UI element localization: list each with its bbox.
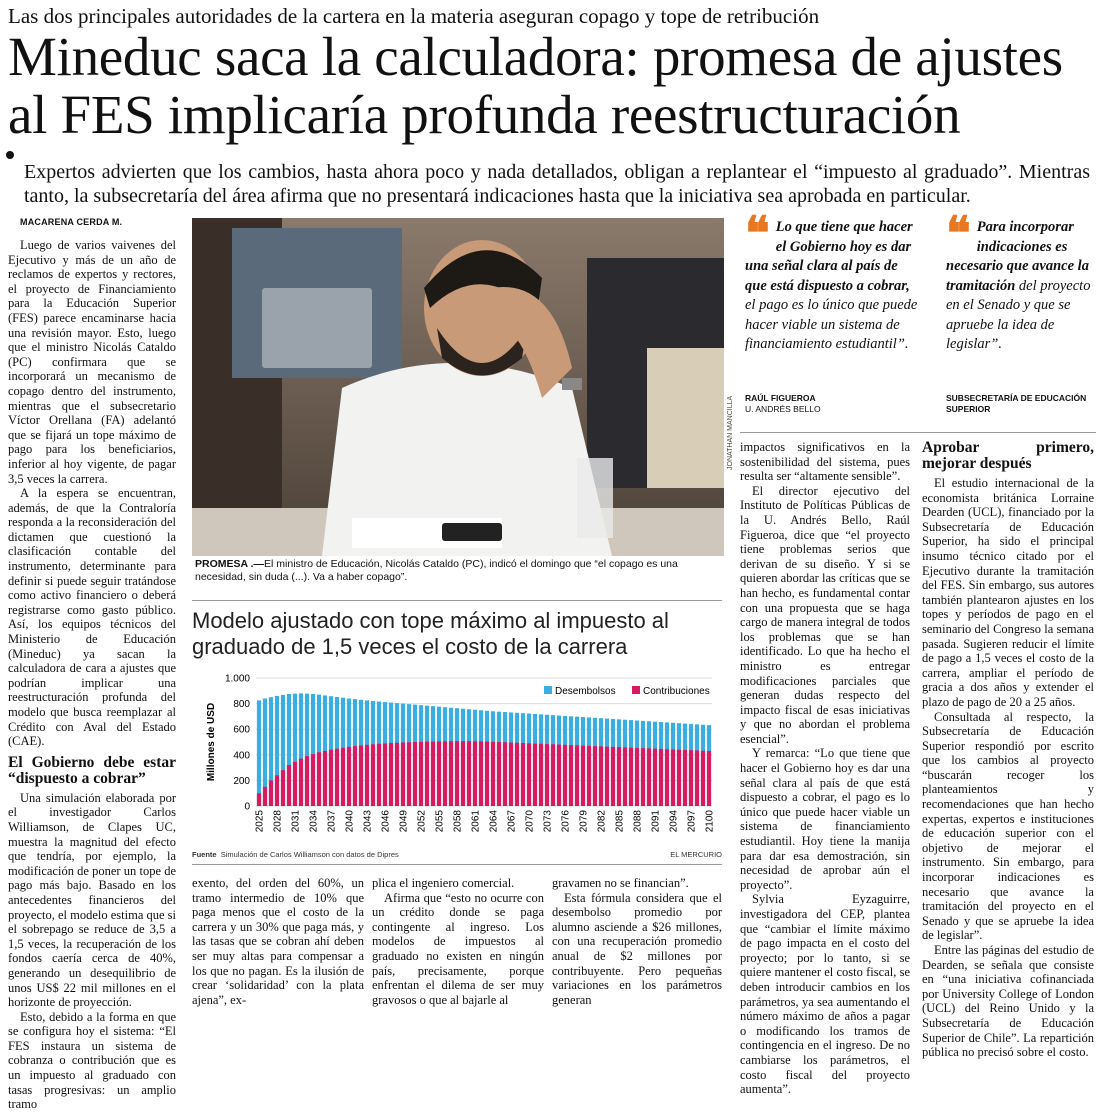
- paragraph: plica el ingeniero comercial.: [372, 876, 515, 890]
- bar-contribuciones: [545, 744, 549, 806]
- bar-contribuciones: [503, 742, 507, 806]
- bar-contribuciones: [653, 749, 657, 806]
- chart-top-rule: [192, 600, 722, 601]
- x-tick-label: 2061: [470, 810, 482, 833]
- bar-contribuciones: [593, 746, 597, 806]
- paragraph: Sylvia Eyzaguirre, investigadora del CEP, plantea que “cambiar el límite máximo de pago impacta en el costo del proyecto; por lo tanto, si se quiere mantener el costo fiscal, se deben introducir cambios en los parámetros, ya sea aumentando el número máximo de años a pagar o modificando los tramos de contingencia en el ingreso. De no cambiarse los parámetros, el costo fiscal del proyecto aumenta”.: [740, 892, 910, 1097]
- bar-contribuciones: [293, 762, 297, 806]
- paragraph: El director ejecutivo del Instituto de Políticas Públicas de la U. Andrés Bello, Raúl Figueroa, dice que “el proyecto tiene problemas serios que derivan de su diseño. Y si se quieren abordar las críticas que se han hecho, es fundamental contar con una propuesta que se haga cargo de manera integral de todos los problemas que se han identificado. Lo que ha hecho el ministro es entregar modificaciones parciales que generan dudas respecto del impacto fiscal de esas iniciativas y que no abordan el problema esencial”.: [740, 483, 910, 746]
- bar-contribuciones: [287, 765, 291, 806]
- bar-contribuciones: [383, 743, 387, 806]
- bar-contribuciones: [677, 750, 681, 806]
- x-tick-label: 2028: [272, 810, 284, 833]
- x-tick-label: 2052: [416, 810, 428, 833]
- bar-contribuciones: [473, 741, 477, 806]
- bar-contribuciones: [479, 741, 483, 806]
- paragraph: Luego de varios vaivenes del Ejecutivo y más de un año de reclamos de expertos y rectores, el proyecto de Financiamiento para la Educación Superior (FES) parece encaminarse hacia una revisión mayor. Esto, luego que el ministro Nicolás Cataldo (PC) confirmara que se incorporará un mecanismo de copago dentro del instrumento, mientras que el subsecretario Víctor Orellana (FA) adelantó que se fijará un tope máximo de pago para los beneficiarios, inferior al hoy vigente, de pagar 3,5 veces la carrera.: [8, 238, 176, 486]
- chart-source: [192, 850, 722, 859]
- article-kicker: Las dos principales autoridades de la cartera en la materia aseguran copago y tope de retribución: [8, 4, 820, 28]
- bar-contribuciones: [641, 748, 645, 806]
- bar-contribuciones: [401, 743, 405, 806]
- headline-line-2: al FES implicaría profunda reestructuración: [8, 84, 961, 145]
- legend-swatch: [544, 686, 552, 694]
- paragraph: impactos significativos en la sostenibilidad del sistema, pues resulta ser “altamente sensible”.: [740, 440, 910, 484]
- paragraph: Una simulación elaborada por el investigador Carlos Williamson, de Clapes UC, muestra la magnitud del efecto que tendría, por ejemplo, la modificación de poner un tope de pago más bajo. Basado en los antecedentes financieros del proyecto, el modelo estima que si el sobrepago se reduce de 3,5 a 1,5 veces, la recuperación de los fondos caería cerca de 40%, generando un desequilibrio de unos US$ 22 mil millones en el horizonte de proyección.: [8, 790, 177, 1010]
- chart-bottom-rule: [192, 864, 722, 865]
- caption-text: El ministro de Educación, Nicolás Cataldo (PC), indicó el domingo que “el copago es una necesidad, sin duda (...). Va a haber copago”.: [195, 558, 678, 583]
- pull-quote-subsecretaria: [946, 208, 1096, 386]
- bar-contribuciones: [491, 742, 495, 806]
- bar-contribuciones: [623, 747, 627, 806]
- x-tick-label: 2031: [290, 810, 302, 833]
- bar-contribuciones: [317, 752, 321, 806]
- bar-contribuciones: [311, 754, 315, 806]
- y-tick-label: 800: [233, 699, 250, 711]
- body-column-4: [372, 876, 544, 1007]
- bar-contribuciones: [365, 745, 369, 806]
- x-tick-label: 2064: [488, 810, 500, 833]
- bar-contribuciones: [551, 744, 555, 806]
- legend-swatch: [632, 686, 640, 694]
- bar-contribuciones: [707, 751, 711, 806]
- bar-contribuciones: [683, 750, 687, 806]
- bar-contribuciones: [581, 746, 585, 806]
- bar-contribuciones: [659, 749, 663, 806]
- x-tick-label: 2034: [308, 810, 320, 833]
- bar-contribuciones: [371, 744, 375, 806]
- pull-quote-figueroa: [745, 208, 923, 386]
- chart-publisher: EL MERCURIO: [670, 850, 722, 859]
- quote-rest: del proyecto en el Senado y que se apruebe la idea de legislar”.: [946, 277, 1091, 352]
- paragraph: Entre las páginas del estudio de Dearden, se señala que consiste en “una iniciativa cofinanciada por University College of London (UCL) del Reino Unido y la Subsecretaría de Educación Superior de Chile”. La repartición pública no precisó sobre el costo.: [922, 943, 1094, 1060]
- body-column-5: [552, 876, 722, 1007]
- bar-contribuciones: [419, 742, 423, 806]
- bar-contribuciones: [389, 743, 393, 806]
- quotes-bottom-rule: [740, 432, 1096, 433]
- bar-contribuciones: [443, 741, 447, 806]
- quote-bold: Lo que tiene que hacer el Gobierno hoy es dar una señal clara al país de que está dispuesto a cobrar,: [745, 219, 913, 294]
- x-tick-label: 2088: [632, 810, 644, 833]
- bar-contribuciones: [527, 743, 531, 806]
- body-column-6: [740, 440, 910, 1097]
- bar-contribuciones: [689, 750, 693, 806]
- bar-contribuciones: [563, 745, 567, 806]
- quote-rest: el pago es lo único que puede hacer viable un sistema de financiamiento estudiantil”.: [745, 297, 918, 352]
- bar-contribuciones: [461, 741, 465, 806]
- bar-contribuciones: [701, 751, 705, 806]
- body-column-7: [922, 439, 1094, 1060]
- article-byline: MACARENA CERDA M.: [20, 217, 123, 227]
- bar-contribuciones: [329, 750, 333, 806]
- bar-contribuciones: [281, 770, 285, 806]
- headline-line-1: Mineduc saca la calculadora: promesa de ajustes: [8, 26, 1063, 87]
- y-tick-label: 1.000: [224, 673, 250, 685]
- x-tick-label: 2091: [650, 810, 662, 833]
- bar-contribuciones: [569, 745, 573, 806]
- bar-contribuciones: [629, 748, 633, 806]
- x-tick-label: 2070: [524, 810, 536, 833]
- paragraph: El estudio internacional de la economista británica Lorraine Dearden (UCL), financiado por la Subsecretaría de Educación Superior, ha sido el principal insumo técnico citado por el Ejecutivo durante la tramitación del FES. Sin embargo, sus autores también plantearon ajustes en los topes y períodos de pago en el seminario del Congreso la semana pasada. Sugieren reducir el límite de pago a 1,5 veces el costo de la carrera, ampliar el período de gracia a dos años y extender el plazo de pago de 20 a 25 años.: [922, 476, 1094, 709]
- x-tick-label: 2055: [434, 810, 446, 833]
- bar-contribuciones: [467, 741, 471, 806]
- chart-source-label: Fuente: [192, 850, 217, 859]
- legend-label: Desembolsos: [555, 686, 616, 697]
- bar-contribuciones: [533, 744, 537, 806]
- chart-source-body: Simulación de Carlos Williamson con datos de Dipres: [220, 850, 399, 859]
- bar-contribuciones: [515, 743, 519, 806]
- bar-contribuciones: [407, 742, 411, 806]
- bar-contribuciones: [509, 743, 513, 806]
- bullet-dot-icon: [6, 151, 14, 159]
- bar-contribuciones: [437, 741, 441, 806]
- bar-contribuciones: [335, 749, 339, 806]
- x-tick-label: 2085: [614, 810, 626, 833]
- quote-mark-icon: ❝: [946, 208, 971, 259]
- y-axis-label: Millones de USD: [206, 702, 217, 782]
- x-tick-label: 2040: [344, 810, 356, 833]
- quote-author-affiliation: U. ANDRÉS BELLO: [745, 404, 821, 414]
- bar-contribuciones: [275, 775, 279, 806]
- bar-contribuciones: [359, 745, 363, 806]
- article-bajada: Expertos advierten que los cambios, hasta ahora poco y nada detallados, obligan a replantear el “impuesto al graduado”. Mientras tanto, la subsecretaría del área afirma que no presentará indicaciones hasta que la iniciativa sea aprobada en particular.: [24, 161, 1090, 207]
- quote-bold: Para incorporar indicaciones es necesario que avance la tramitación: [946, 219, 1089, 294]
- quote-author-figueroa: [745, 393, 923, 415]
- bar-contribuciones: [497, 742, 501, 806]
- paragraph: A la espera se encuentran, además, de que la Contraloría responda a la reconsideración del dictamen que cuestionó la clasificación contable del instrumento, determinante para definir si puede seguir tratándose como activo financiero o deberá registrarse como gasto público. Así, los equipos técnicos del Ministerio de Educación (Mineduc) ya sacan la calculadora de cara a ajustes que podrían implicar una reestructuración profunda del modelo que busca reemplazar al Crédito con Aval del Estado (CAE).: [8, 486, 176, 749]
- bar-contribuciones: [257, 793, 261, 806]
- bar-contribuciones: [449, 741, 453, 806]
- paragraph: exento, del orden del 60%, un tramo intermedio de 10% que paga menos que el costo de la carrera y un 30% que paga más, y las tasas que se cobran ahí deben ser muy altas para compensar a los que no pagan. Es la ilusión de crear ‘solidaridad’ con la plata ajena”, ex-: [192, 876, 364, 1007]
- bar-contribuciones: [425, 742, 429, 806]
- bar-contribuciones: [605, 747, 609, 806]
- x-tick-label: 2025: [254, 810, 266, 833]
- bar-contribuciones: [521, 743, 525, 806]
- bar-contribuciones: [635, 748, 639, 806]
- bar-contribuciones: [323, 751, 327, 806]
- bar-contribuciones: [695, 750, 699, 806]
- bar-contribuciones: [269, 780, 273, 806]
- paragraph: Esto, debido a la forma en que se configura hoy el sistema: “El FES instaura un sistema de cobranza o contribución que es un impuesto al graduado con tasas progresivas: un amplio tramo: [8, 1009, 176, 1112]
- bar-contribuciones: [431, 741, 435, 806]
- bar-contribuciones: [377, 744, 381, 806]
- paragraph: Afirma que “esto no ocurre con un crédito donde se paga contingente al ingreso. Los modelos de impuestos al graduado no existen en ningún país, precisamente, porque enfrentan el dilema de ser muy gravosos o que al bajarle al: [372, 890, 544, 1007]
- quote-mark-icon: ❝: [745, 208, 770, 259]
- bar-contribuciones: [647, 748, 651, 806]
- bar-contribuciones: [353, 746, 357, 806]
- bar-contribuciones: [611, 747, 615, 806]
- chart: [192, 664, 722, 844]
- subheading: El Gobierno debe estar “dispuesto a cobrar”: [8, 753, 176, 787]
- x-tick-label: 2058: [452, 810, 464, 833]
- bar-contribuciones: [539, 744, 543, 806]
- bar-contribuciones: [455, 741, 459, 806]
- quote-author-name: RAÚL FIGUEROA: [745, 393, 816, 403]
- x-tick-label: 2100: [704, 810, 716, 833]
- y-tick-label: 600: [233, 724, 250, 736]
- x-tick-label: 2049: [398, 810, 410, 833]
- paragraph: gravamen no se financian”.: [552, 876, 689, 890]
- legend-label: Contribuciones: [643, 686, 710, 697]
- x-tick-label: 2076: [560, 810, 572, 833]
- y-tick-label: 400: [233, 750, 250, 762]
- bar-contribuciones: [305, 756, 309, 806]
- chart-source-text: [192, 850, 399, 859]
- caption-label: PROMESA .—: [195, 558, 265, 570]
- bar-contribuciones: [587, 746, 591, 806]
- x-tick-label: 2043: [362, 810, 374, 833]
- y-tick-label: 0: [244, 801, 250, 813]
- quote-author-name: SUBSECRETARÍA DE EDUCACIÓN: [946, 393, 1087, 403]
- quote-author-affiliation: SUPERIOR: [946, 404, 991, 414]
- bar-contribuciones: [617, 747, 621, 806]
- article-photo: [192, 218, 724, 556]
- x-tick-label: 2073: [542, 810, 554, 833]
- x-tick-label: 2037: [326, 810, 338, 833]
- paragraph: Y remarca: “Lo que tiene que hacer el Gobierno hoy es dar una señal clara al país de que está dispuesto a cobrar, el pago es lo único que puede hacer viable un sistema de financiamiento estudiantil. Hoy tiene la manija para dar esa demostración, sin necesidad de aprobar aún el proyecto”.: [740, 746, 910, 892]
- paragraph: Esta fórmula considera que el desembolso promedio por alumno asciende a $26 millones, con una recuperación promedio anual de $2 millones por contribuyente. Pero pequeñas variaciones en los parámetros generan: [552, 890, 722, 1007]
- body-column-3: [192, 876, 364, 1007]
- bar-contribuciones: [557, 745, 561, 806]
- bar-contribuciones: [599, 746, 603, 806]
- subheading: Aprobar primero, mejorar después: [922, 439, 1094, 472]
- photo-credit: JONATHAN MANCILLA: [727, 395, 734, 470]
- photo-caption: [195, 558, 723, 584]
- bar-contribuciones: [671, 749, 675, 806]
- x-tick-label: 2094: [668, 810, 680, 833]
- bar-contribuciones: [575, 745, 579, 806]
- bar-contribuciones: [485, 741, 489, 806]
- bar-desembolsos: [257, 700, 261, 806]
- photo-illustration: [192, 218, 724, 556]
- bar-contribuciones: [263, 787, 267, 806]
- bar-contribuciones: [341, 748, 345, 806]
- body-column-1: [8, 238, 177, 1112]
- quote-author-subsecretaria: [946, 393, 1096, 415]
- bar-contribuciones: [413, 742, 417, 806]
- x-tick-label: 2097: [686, 810, 698, 833]
- x-tick-label: 2067: [506, 810, 518, 833]
- chart-title: Modelo ajustado con tope máximo al impuesto al graduado de 1,5 veces el costo de la carrera: [192, 608, 669, 659]
- article-headline: [8, 28, 1092, 144]
- x-tick-label: 2082: [596, 810, 608, 833]
- x-tick-label: 2046: [380, 810, 392, 833]
- bar-contribuciones: [347, 747, 351, 806]
- paragraph: Consultada al respecto, la Subsecretaría de Educación Superior respondió por escrito que los cambios al proyecto “buscarán recoger los planteamientos y recomendaciones que han hecho expertas, expertos e instituciones de educación superior con el objetivo de mejorar el instrumento. Sin embargo, para incorporar indicaciones es necesario que avance la tramitación del proyecto en el Senado y que se apruebe la idea de legislar”.: [922, 709, 1094, 943]
- bar-contribuciones: [665, 749, 669, 806]
- bar-contribuciones: [395, 743, 399, 806]
- x-tick-label: 2079: [578, 810, 590, 833]
- bar-contribuciones: [299, 759, 303, 806]
- y-tick-label: 200: [233, 775, 250, 787]
